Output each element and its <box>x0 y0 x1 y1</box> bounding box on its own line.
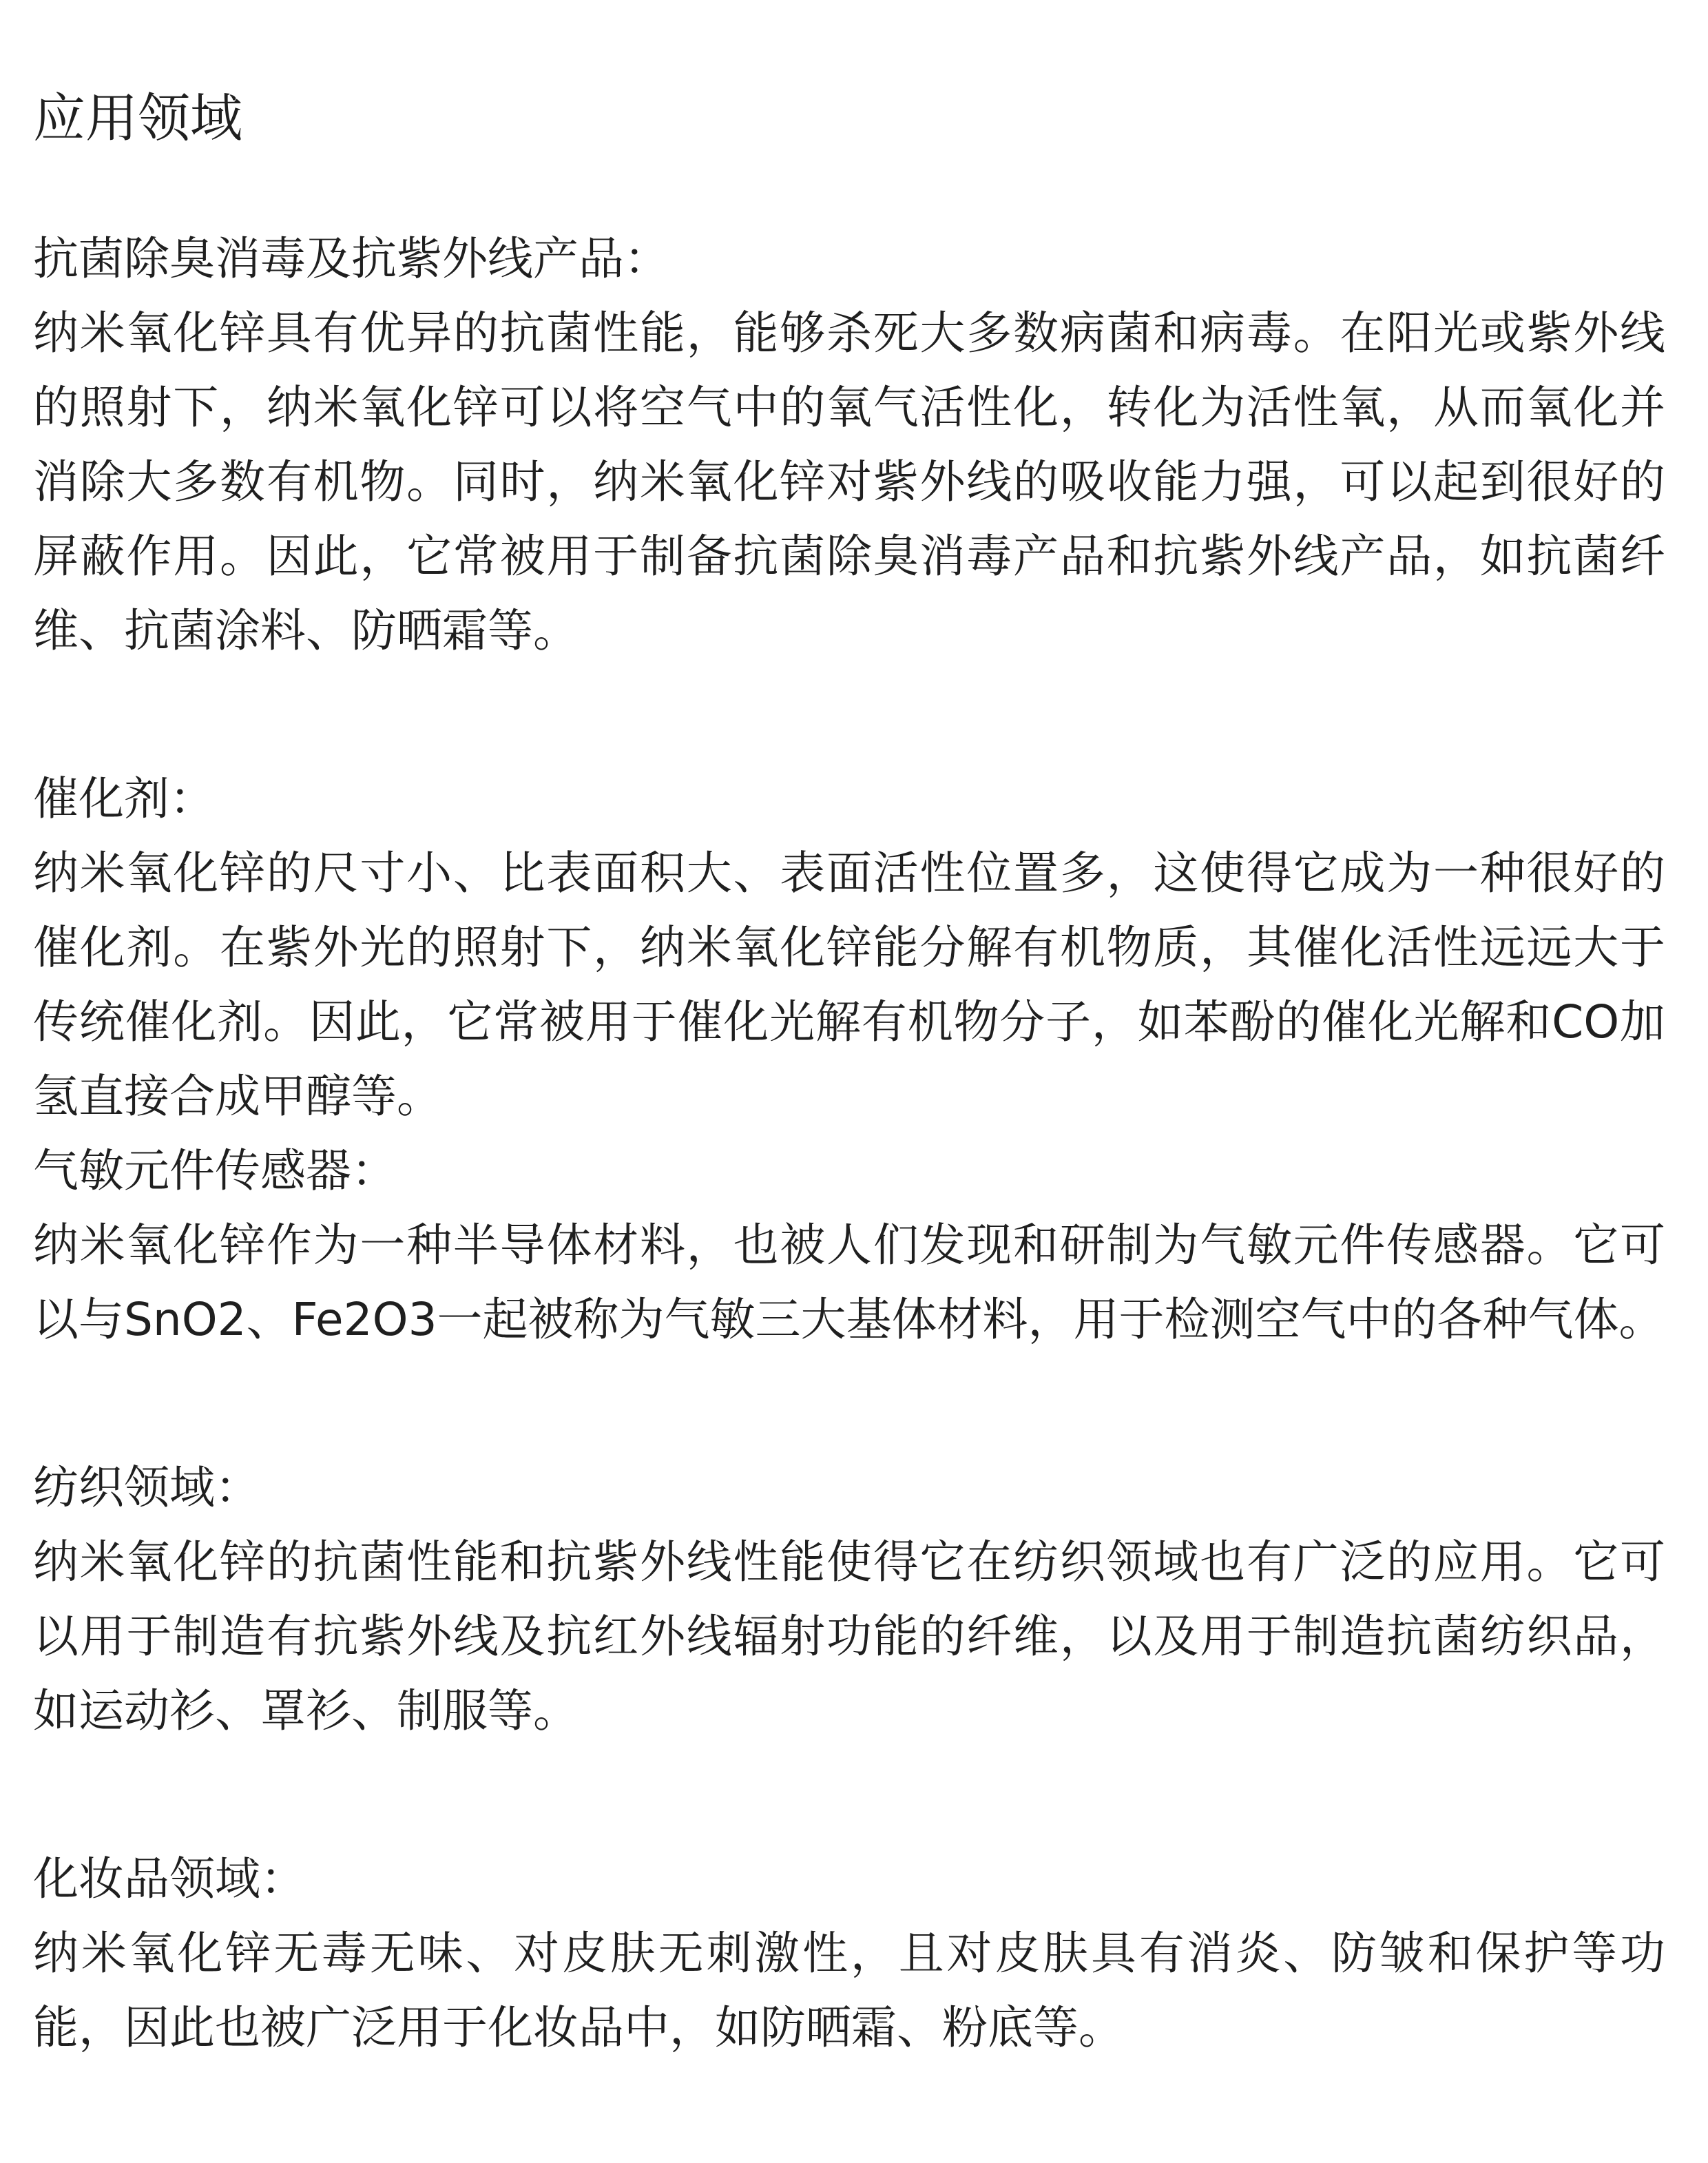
page-title: 应用领域 <box>33 87 242 149</box>
section-heading: 抗菌除臭消毒及抗紫外线产品： <box>33 232 669 285</box>
section-heading: 催化剂： <box>33 772 215 825</box>
section-textile <box>33 1451 1665 1748</box>
section-body: 纳米氧化锌无毒无味、对皮肤无刺激性，且对皮肤具有消炎、防皱和保护等功能，因此也被广泛用于化妆品中，如防晒霜、粉底等。 <box>33 1927 1665 2054</box>
section-heading: 纺织领域： <box>33 1461 260 1514</box>
section-body: 纳米氧化锌的抗菌性能和抗紫外线性能使得它在纺织领域也有广泛的应用。它可以用于制造有抗紫外线及抗红外线辐射功能的纤维，以及用于制造抗菌纺织品，如运动衫、罩衫、制服等。 <box>33 1535 1665 1737</box>
section-antibacterial <box>33 222 1665 668</box>
section-catalyst <box>33 762 1665 1134</box>
section-heading: 化妆品领域： <box>33 1852 306 1905</box>
section-heading: 气敏元件传感器： <box>33 1144 397 1197</box>
section-cosmetics <box>33 1842 1665 2065</box>
section-gas-sensor <box>33 1134 1665 1357</box>
document-page <box>33 77 1665 2065</box>
section-body: 纳米氧化锌作为一种半导体材料，也被人们发现和研制为气敏元件传感器。它可以与SnO2、Fe2O3一起被称为气敏三大基体材料，用于检测空气中的各种气体。 <box>33 1219 1665 1346</box>
section-body: 纳米氧化锌具有优异的抗菌性能，能够杀死大多数病菌和病毒。在阳光或紫外线的照射下，纳米氧化锌可以将空气中的氧气活性化，转化为活性氧，从而氧化并消除大多数有机物。同时，纳米氧化锌对紫外线的吸收能力强，可以起到很好的屏蔽作用。因此，它常被用于制备抗菌除臭消毒产品和抗紫外线产品，如抗菌纤维、抗菌涂料、防晒霜等。 <box>33 307 1665 657</box>
section-body: 纳米氧化锌的尺寸小、比表面积大、表面活性位置多，这使得它成为一种很好的催化剂。在紫外光的照射下，纳米氧化锌能分解有机物质，其催化活性远远大于传统催化剂。因此，它常被用于催化光解有机物分子，如苯酚的催化光解和CO加氢直接合成甲醇等。 <box>33 847 1665 1123</box>
